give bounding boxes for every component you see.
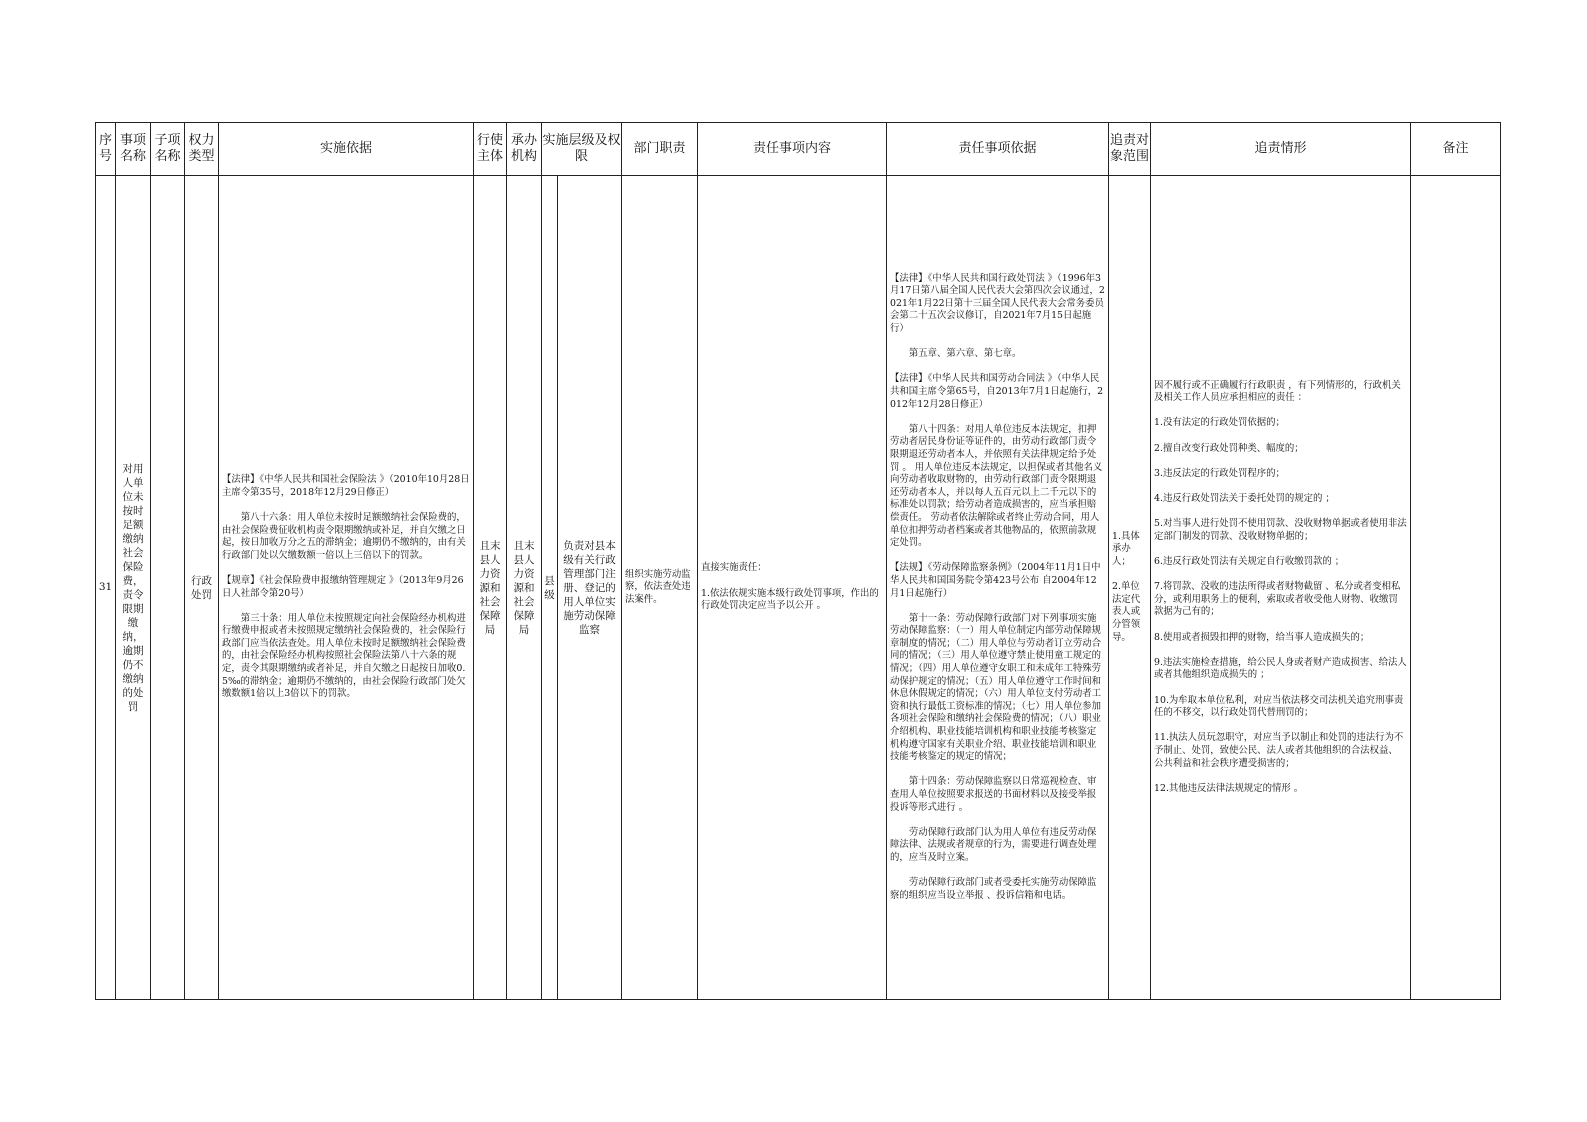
cell-level-scope: 负责对县本级有关行政管理部门注册、登记的用人单位实施劳动保障监察 xyxy=(558,176,622,1000)
header-level: 实施层级及权限 xyxy=(542,123,622,176)
cell-accountable xyxy=(1109,176,1151,1000)
header-accountable: 追责对象范围 xyxy=(1109,123,1151,176)
resp-basis-law1-chapters: 第五章、第六章、第七章。 xyxy=(908,348,1022,360)
cell-item-name: 对用人单位未按时足额缴纳社会保险费，责令限期缴纳，逾期仍不缴纳的处罚 xyxy=(116,176,151,1000)
basis-rule-article: 第三十条：用人单位未按照规定向社会保险经办机构进行缴费申报或者未按照规定缴纳社会保险费的，社会保险行政部门应当依法查处。用人单位未按时足额缴纳社会保险费的，由社会保险经办机构按照社会保险法第八十六条的规定，责令其限期缴纳或者补足，并自欠缴之日起按日加收0.5‰的滞纳金；逾期仍不缴纳的，由社会保险行政部门处欠缴数额1倍以上3倍以下的罚款。 xyxy=(222,612,466,700)
accountable-item: 1.具体承办人； xyxy=(1112,530,1140,568)
cell-remarks xyxy=(1411,176,1501,1000)
header-accountability: 追责情形 xyxy=(1151,123,1411,176)
resp-basis-reg-title: 【法规】《劳动保障监察条例》（2004年11月1日中华人民共和国国务院令第423号公布 自2004年12月1日起施行） xyxy=(890,562,1101,599)
accountability-item: 10.为牟取本单位私利，对应当依法移交司法机关追究刑事责任的不移交，以行政处罚代替刑罚的； xyxy=(1154,694,1404,719)
header-basis: 实施依据 xyxy=(219,123,474,176)
resp-content-heading: 直接实施责任： xyxy=(701,562,767,574)
cell-sub-item xyxy=(151,176,185,1000)
accountable-item: 2.单位法定代表人或分管领导。 xyxy=(1112,581,1141,643)
header-item-name: 事项名称 xyxy=(116,123,151,176)
resp-basis-law1-title: 【法律】《中华人民共和国行政处罚法 》（1996年3月17日第八届全国人民代表大会第四次会议通过，2021年1月22日第十三届全国人民代表大会常务委员会第二十五次会议修订，自2021年7月15日起施行） xyxy=(890,272,1105,335)
accountability-intro: 因不履行或不正确履行行政职责 ，有下列情形的，行政机关及相关工作人员应承担相应的责任 ： xyxy=(1154,379,1401,404)
table-row xyxy=(96,176,1501,1000)
cell-agency: 且末县人力资源和社会保障局 xyxy=(507,176,542,1000)
basis-law-article: 第八十六条：用人单位未按时足额缴纳社会保险费的，由社会保险费征收机构责令限期缴纳或补足，并自欠缴之日起，按日加收万分之五的滞纳金；逾期仍不缴纳的，由有关行政部门处以欠缴数额一倍以上三倍以下的罚款。 xyxy=(222,511,466,561)
cell-dept-duty: 组织实施劳动监察，依法查处违法案件。 xyxy=(622,176,698,1000)
header-dept-duty: 部门职责 xyxy=(622,123,698,176)
header-agency: 承办机构 xyxy=(507,123,542,176)
responsibility-list-sheet xyxy=(95,122,1500,1000)
accountability-item: 6.违反行政处罚法有关规定自行收缴罚款的 ； xyxy=(1154,556,1345,568)
cell-subject: 且末县人力资源和社会保障局 xyxy=(474,176,507,1000)
resp-basis-law2-title: 【法律】《中华人民共和国劳动合同法 》（中华人民共和国主席令第65号，自2013年7月1日起施行，2012年12月28日修正） xyxy=(890,373,1104,410)
accountability-item: 3.违反法定的行政处罚程序的； xyxy=(1154,467,1285,479)
accountability-item: 12.其他违反法律法规规定的情形 。 xyxy=(1154,782,1304,794)
cell-resp-content xyxy=(698,176,887,1000)
responsibility-table xyxy=(95,122,1501,1000)
basis-rule-title: 【规章】《社会保险费申报缴纳管理规定 》（2013年9月26日人社部令第20号） xyxy=(222,574,464,599)
accountability-item: 11.执法人员玩忽职守，对应当予以制止和处罚的违法行为不予制止、处罚，致使公民、法人或者其他组织的合法权益、公共利益和社会秩序遭受损害的； xyxy=(1154,732,1404,769)
header-seq: 序号 xyxy=(96,123,116,176)
accountability-item: 4.违反行政处罚法关于委托处罚的规定的 ； xyxy=(1154,493,1335,505)
accountability-item: 9.违法实施检查措施，给公民人身或者财产造成损害、给法人或者其他组织造成损失的 ； xyxy=(1154,656,1407,681)
resp-basis-reg-article11: 第十一条：劳动保障行政部门对下列事项实施劳动保障监察：（一）用人单位制定内部劳动保障规章制度的情况；（二）用人单位与劳动者订立劳动合同的情况；（三）用人单位遵守禁止使用童工规定的情况；（四）用人单位遵守女职工和未成年工特殊劳动保护规定的情况；（五）用人单位遵守工作时间和休息休假规定的情况；（六）用人单位支付劳动者工资和执行最低工资标准的情况；（七）用人单位参加各项社会保险和缴纳社会保险费的情况；（八）职业介绍机构、职业技能培训机构和职业技能考核鉴定机构遵守国家有关职业介绍、职业技能培训和职业技能考核鉴定的规定的情况； xyxy=(890,612,1101,763)
cell-level: 县级 xyxy=(542,176,558,1000)
basis-law-title: 【法律】《中华人民共和国社会保险法 》（2010年10月28日主席令第35号，2018年12月29日修正） xyxy=(222,474,470,498)
accountability-item: 1.没有法定的行政处罚依据的； xyxy=(1154,417,1285,429)
cell-seq: 31 xyxy=(96,176,116,1000)
header-resp-content: 责任事项内容 xyxy=(698,123,887,176)
cell-basis xyxy=(219,176,474,1000)
resp-basis-reg-article14: 第十四条：劳动保障监察以日常巡视检查、审查用人单位按照要求报送的书面材料以及接受举报投诉等形式进行 。 xyxy=(890,776,1097,813)
header-power-type: 权力类型 xyxy=(185,123,219,176)
header-row xyxy=(96,123,1501,176)
cell-resp-basis xyxy=(887,176,1109,1000)
cell-accountability xyxy=(1151,176,1411,1000)
cell-power-type: 行政处罚 xyxy=(185,176,219,1000)
header-resp-basis: 责任事项依据 xyxy=(887,123,1109,176)
header-sub-item: 子项名称 xyxy=(151,123,185,176)
accountability-item: 5.对当事人进行处罚不使用罚款、没收财物单据或者使用非法定部门制发的罚款、没收财物单据的； xyxy=(1154,518,1407,542)
header-subject: 行使主体 xyxy=(474,123,507,176)
header-remarks: 备注 xyxy=(1411,123,1501,176)
accountability-item: 7.将罚款、没收的违法所得或者财物截留 、私分或者变相私分，或利用职务上的便利，索取或者收受他人财物、收缴罚款据为己有的； xyxy=(1154,581,1401,618)
resp-basis-law2-article: 第八十四条：对用人单位违反本法规定，扣押劳动者居民身份证等证件的，由劳动行政部门责令限期退还劳动者本人，并依照有关法律规定给予处罚 。 用人单位违反本法规定，以担保或者其他名义向劳动者收取财物的，由劳动行政部门责令限期退还劳动者本人，并以每人五百元以上二千元以下的标准处以罚款；给劳动者造成损害的，应当承担赔偿责任。 劳动者依法解除或者终止劳动合同，用人单位扣押劳动者档案或者其他物品的，依照前款规定处罚。 xyxy=(890,423,1103,549)
accountability-item: 2.擅自改变行政处罚种类、幅度的； xyxy=(1154,442,1304,454)
resp-basis-reg-para2: 劳动保障行政部门认为用人单位有违反劳动保障法律、法规或者规章的行为，需要进行调查处理的，应当及时立案。 xyxy=(890,826,1097,863)
accountability-item: 8.使用或者损毁扣押的财物，给当事人造成损失的； xyxy=(1154,631,1370,643)
resp-content-item: 1.依法依规实施本级行政处罚事项，作出的行政处罚决定应当予以公开 。 xyxy=(701,587,879,612)
resp-basis-reg-para3: 劳动保障行政部门或者受委托实施劳动保障监察的组织应当设立举报 、投诉信箱和电话。 xyxy=(890,877,1097,901)
